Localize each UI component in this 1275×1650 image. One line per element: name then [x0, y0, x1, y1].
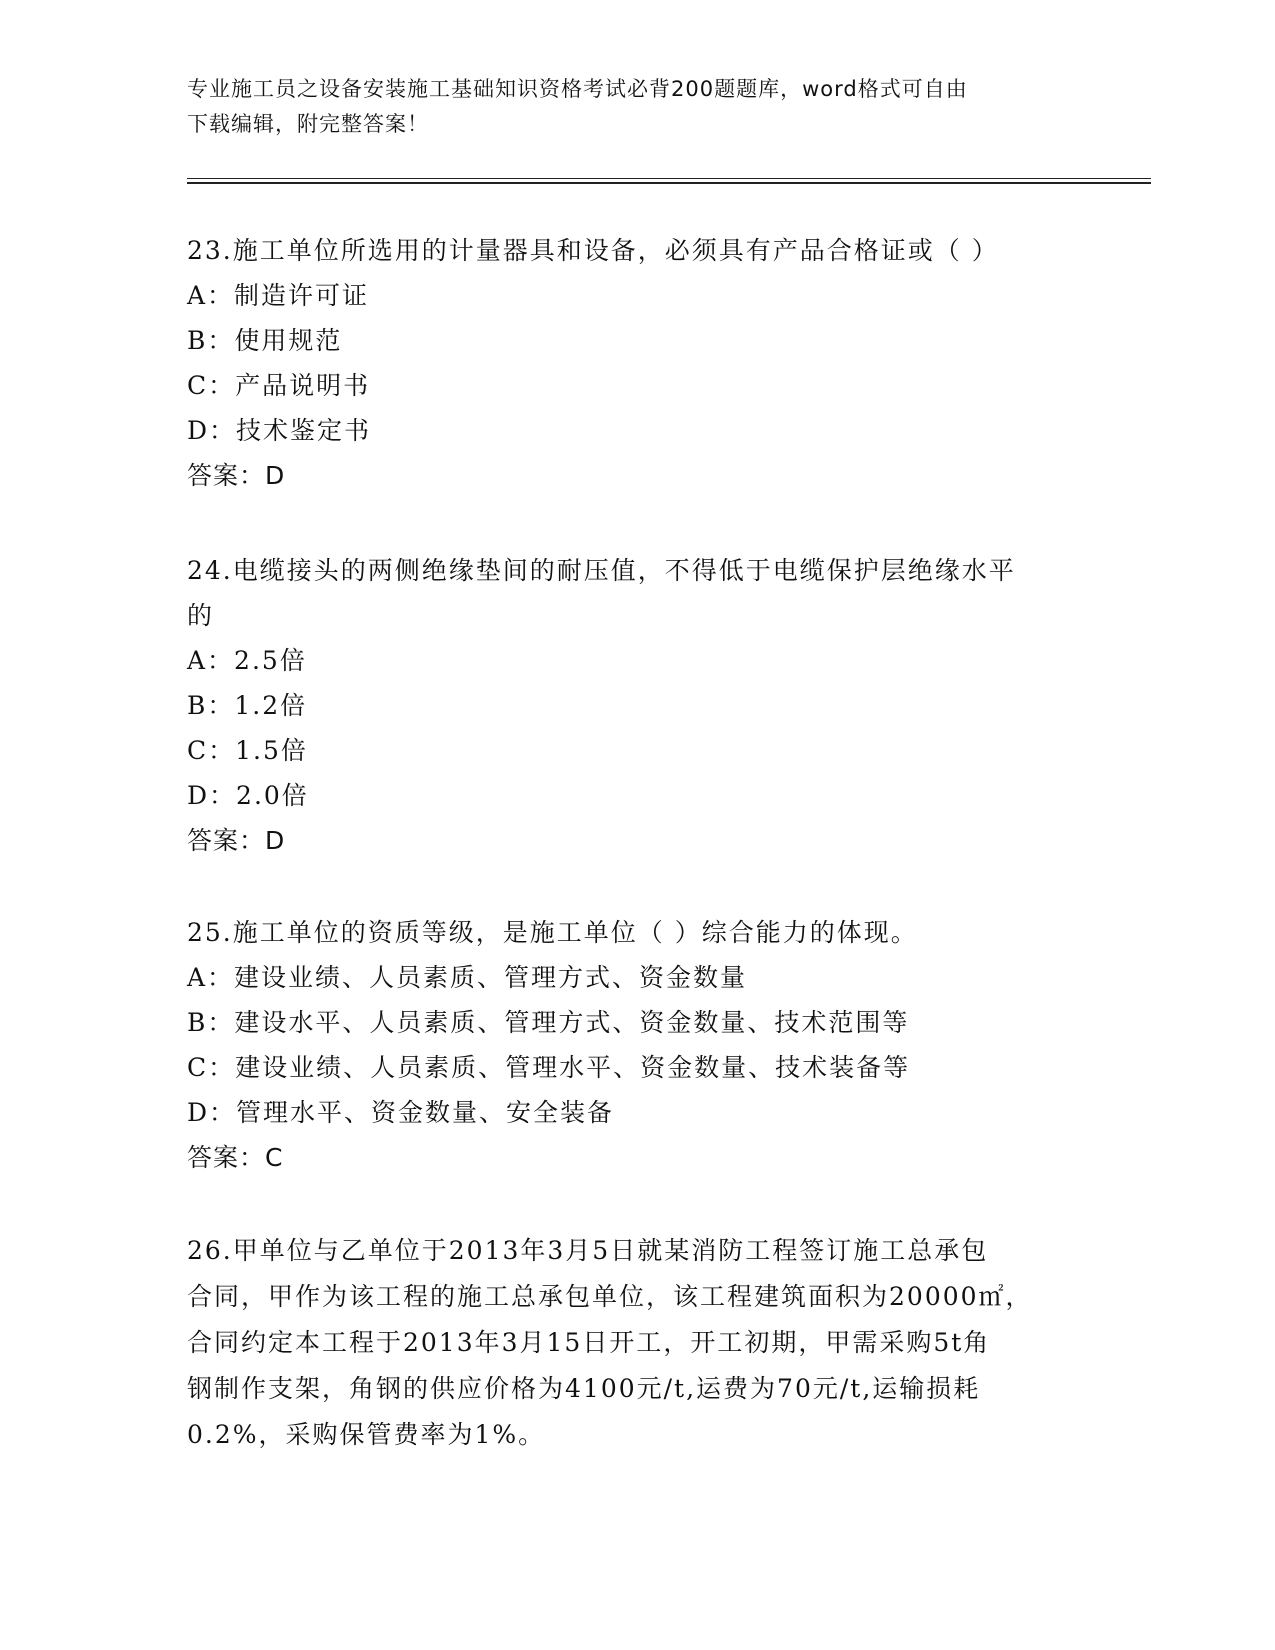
- option-b: B：建设水平、人员素质、管理方式、资金数量、技术范围等: [187, 1008, 910, 1037]
- question-text-line-5: 0.2%，采购保管费率为1%。: [187, 1420, 546, 1449]
- option-b: B：1.2倍: [187, 691, 308, 720]
- option-c: C：建设业绩、人员素质、管理水平、资金数量、技术装备等: [187, 1053, 911, 1082]
- header-divider-thick: [187, 182, 1151, 184]
- option-d: D：技术鉴定书: [187, 416, 372, 445]
- question-text-line-3: 合同约定本工程于2013年3月15日开工，开工初期，甲需采购5t角: [187, 1328, 991, 1357]
- question-stem-line-1: 24.电缆接头的两侧绝缘垫间的耐压值，不得低于电缆保护层绝缘水平: [187, 556, 1016, 585]
- question-text-line-4: 钢制作支架，角钢的供应价格为4100元/t,运费为70元/t,运输损耗: [187, 1374, 981, 1403]
- question-stem: 25.施工单位的资质等级，是施工单位（ ）综合能力的体现。: [187, 918, 918, 947]
- question-26: [187, 1228, 1067, 1458]
- question-stem-line-2: 的: [187, 601, 215, 630]
- header-divider-thin: [187, 178, 1151, 179]
- question-text-line-1: 26.甲单位与乙单位于2013年3月5日就某消防工程签订施工总承包: [187, 1236, 989, 1265]
- option-d: D：2.0倍: [187, 781, 309, 810]
- answer: 答案：D: [187, 461, 286, 490]
- question-text-line-2: 合同，甲作为该工程的施工总承包单位，该工程建筑面积为20000㎡，: [187, 1282, 1033, 1311]
- question-24: [187, 548, 1067, 863]
- option-b: B：使用规范: [187, 326, 343, 355]
- question-stem: 23.施工单位所选用的计量器具和设备，必须具有产品合格证或（ ）: [187, 236, 999, 265]
- header-line-1: 专业施工员之设备安装施工基础知识资格考试必背200题题库，word格式可自由: [187, 77, 968, 101]
- option-d: D：管理水平、资金数量、安全装备: [187, 1098, 615, 1127]
- option-c: C：1.5倍: [187, 736, 308, 765]
- option-a: A：制造许可证: [187, 281, 370, 310]
- answer: 答案：D: [187, 826, 286, 855]
- answer: 答案：C: [187, 1143, 284, 1172]
- document-header: [187, 72, 1057, 142]
- header-line-2: 下载编辑，附完整答案！: [187, 112, 429, 136]
- option-a: A：建设业绩、人员素质、管理方式、资金数量: [187, 963, 748, 992]
- question-23: [187, 228, 1067, 498]
- option-a: A：2.5倍: [187, 646, 307, 675]
- question-25: [187, 910, 1067, 1180]
- option-c: C：产品说明书: [187, 371, 371, 400]
